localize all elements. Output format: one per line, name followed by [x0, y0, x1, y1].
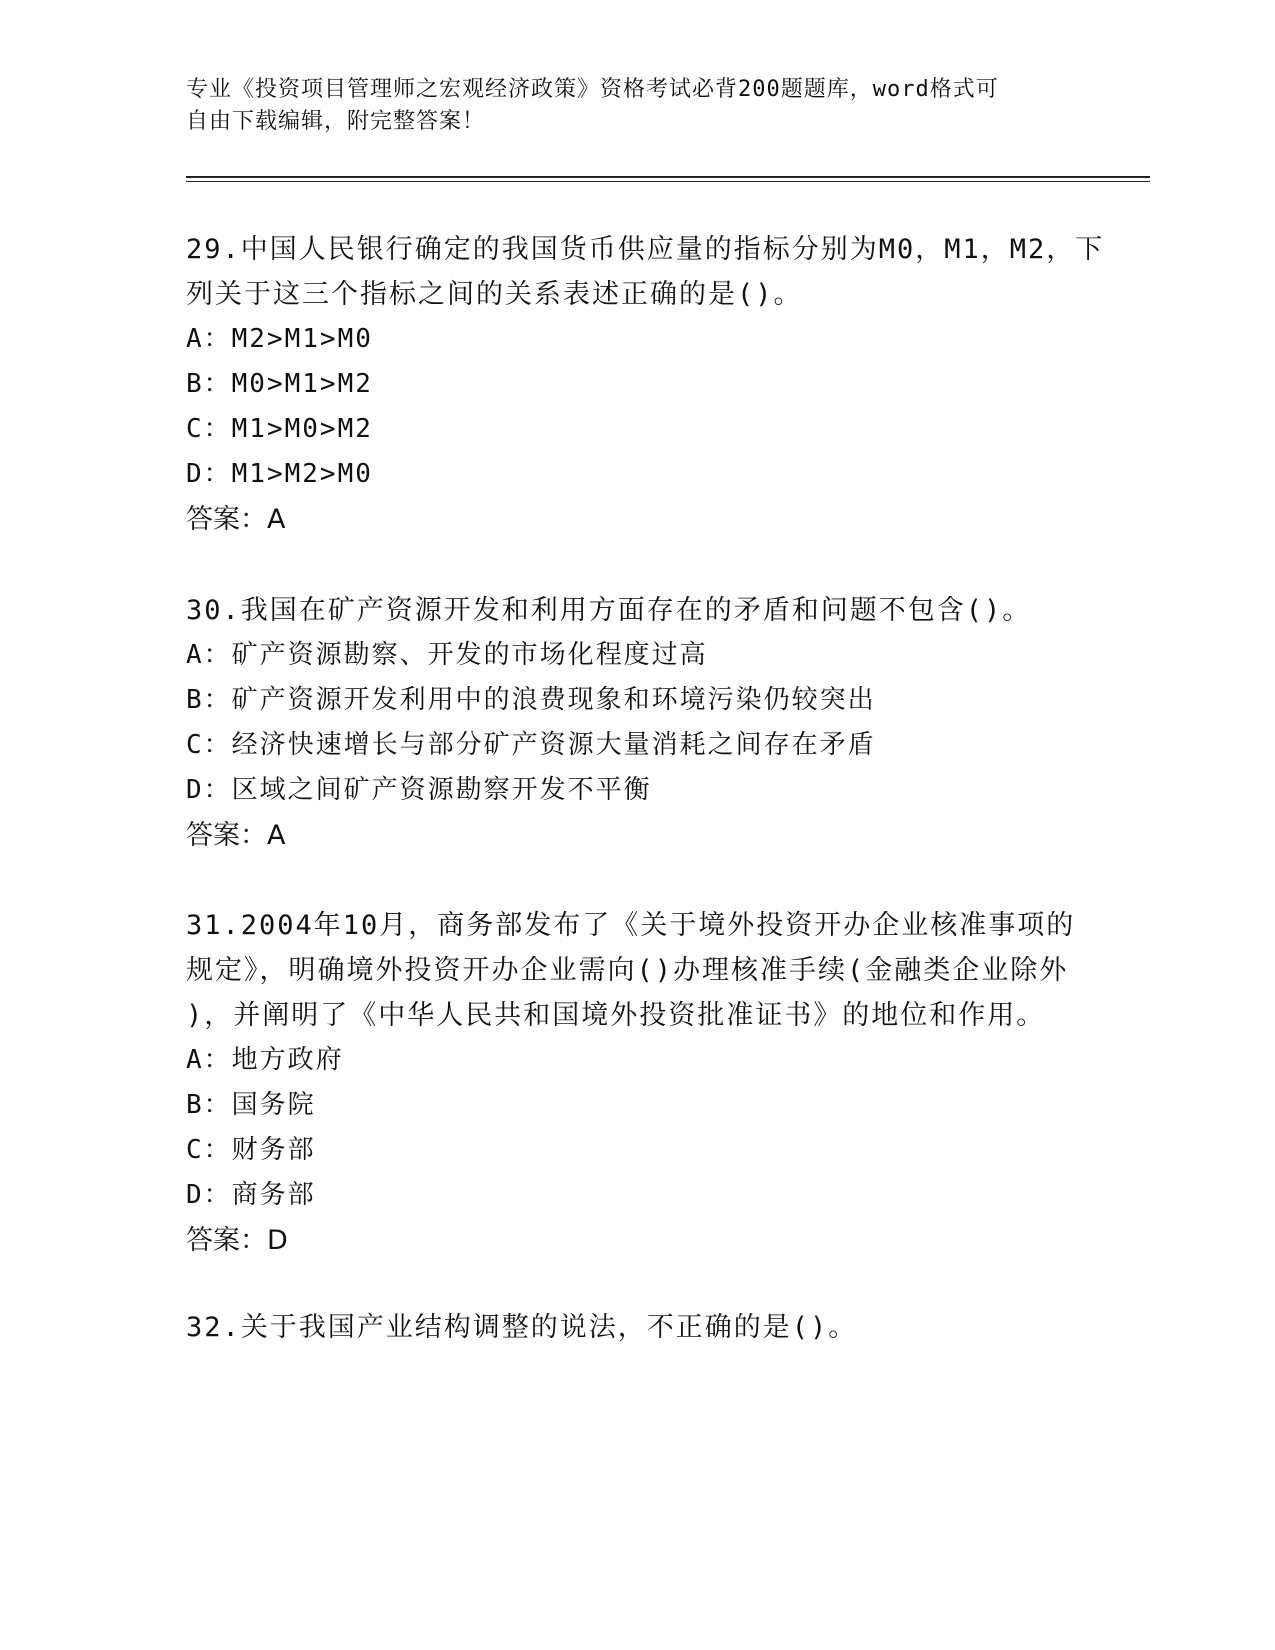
- option-b: B：矿产资源开发利用中的浪费现象和环境污染仍较突出: [186, 685, 876, 715]
- option-b: B：国务院: [186, 1090, 316, 1120]
- question-text: 31.2004年10月，商务部发布了《关于境外投资开办企业核准事项的: [186, 910, 1076, 941]
- option-d: D：区域之间矿产资源勘察开发不平衡: [186, 775, 652, 805]
- header-line-1: 专业《投资项目管理师之宏观经济政策》资格考试必背200题题库，word格式可: [186, 77, 999, 102]
- question-text: 列关于这三个指标之间的关系表述正确的是()。: [186, 279, 803, 310]
- option-c: C：M1>M0>M2: [186, 414, 373, 444]
- question-30: [186, 588, 1086, 858]
- option-b: B：M0>M1>M2: [186, 369, 373, 399]
- header-divider-thin: [186, 181, 1150, 182]
- answer-line: 答案：A: [186, 820, 286, 851]
- option-a: A：矿产资源勘察、开发的市场化程度过高: [186, 640, 708, 670]
- answer-line: 答案：D: [186, 1225, 288, 1256]
- option-c: C：财务部: [186, 1135, 316, 1165]
- answer-line: 答案：A: [186, 504, 286, 535]
- question-text: )，并阐明了《中华人民共和国境外投资批准证书》的地位和作用。: [186, 1000, 1046, 1031]
- option-a: A：地方政府: [186, 1045, 344, 1075]
- question-text: 32.关于我国产业结构调整的说法，不正确的是()。: [186, 1312, 858, 1343]
- question-text: 30.我国在矿产资源开发和利用方面存在的矛盾和问题不包含()。: [186, 595, 1032, 626]
- question-text: 规定》，明确境外投资开办企业需向()办理核准手续(金融类企业除外: [186, 955, 1069, 986]
- question-32: [186, 1305, 1086, 1350]
- question-29: [186, 227, 1105, 542]
- header-line-2: 自由下载编辑，附完整答案！: [186, 109, 486, 134]
- question-text: 29.中国人民银行确定的我国货币供应量的指标分别为M0，M1，M2，下: [186, 234, 1105, 265]
- option-d: D：M1>M2>M0: [186, 459, 373, 489]
- question-31: [186, 903, 1086, 1263]
- document-header: [186, 74, 1066, 138]
- option-a: A：M2>M1>M0: [186, 324, 373, 354]
- header-divider-thick: [186, 176, 1150, 178]
- option-c: C：经济快速增长与部分矿产资源大量消耗之间存在矛盾: [186, 730, 876, 760]
- option-d: D：商务部: [186, 1180, 316, 1210]
